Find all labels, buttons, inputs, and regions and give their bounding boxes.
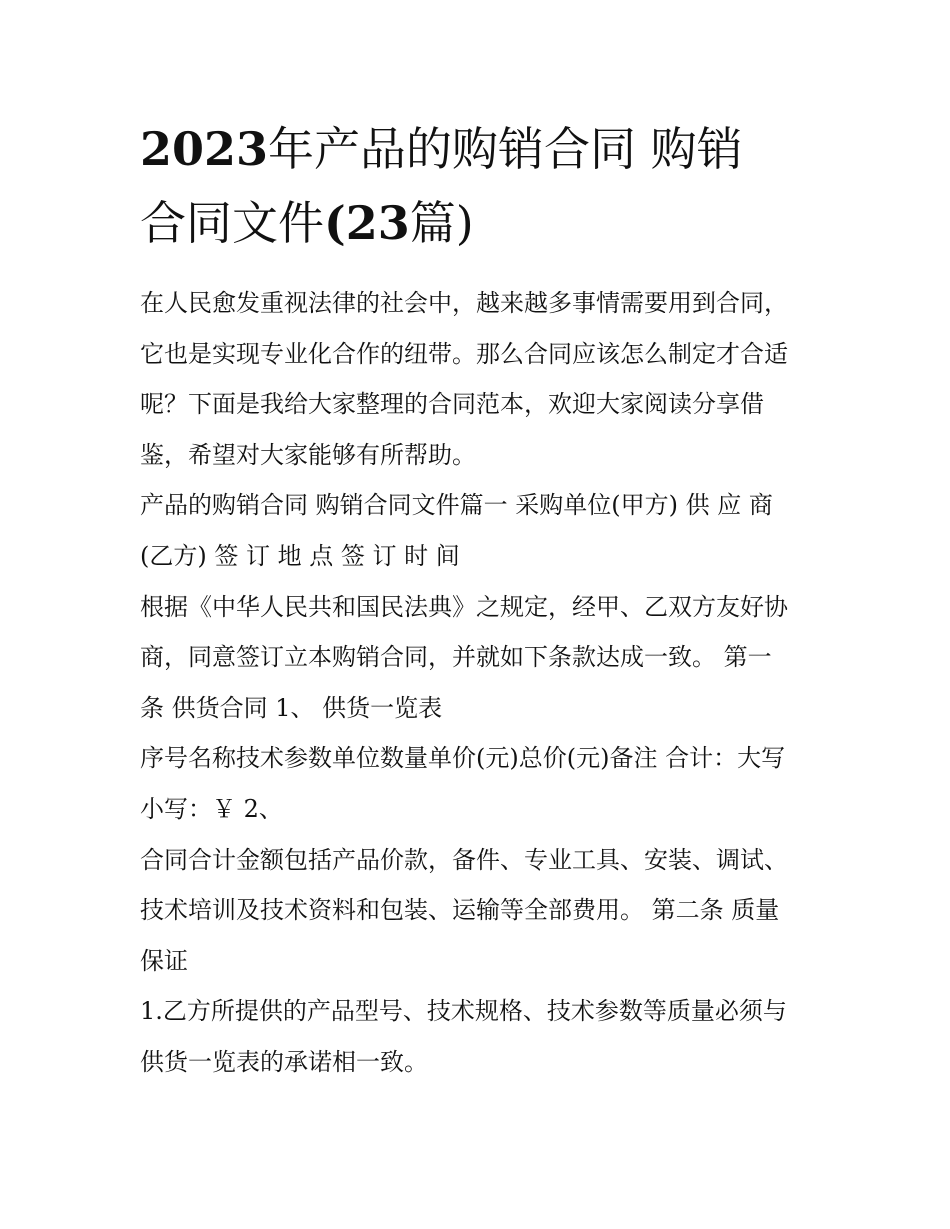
document-body [140, 278, 820, 1088]
body-line: 它也是实现专业化合作的纽带。那么合同应该怎么制定才合适 [140, 339, 788, 368]
title-line-1-text: 年产品的购销合同 购销 [268, 122, 743, 176]
body-line: 序号名称技术参数单位数量单价(元)总价(元)备注 合计：大写 [140, 744, 786, 773]
body-line: 产品的购销合同 购销合同文件篇一 采购单位(甲方) 供 应 商 [140, 491, 773, 520]
body-line: 技术培训及技术资料和包装、运输等全部费用。 第二条 质量 [140, 896, 780, 925]
title-count: (23 [324, 196, 410, 250]
body-line: 根据《中华人民共和国民法典》之规定，经甲、乙双方友好协 [140, 592, 788, 621]
body-line: 条 供货合同 1、 供货一览表 [140, 693, 443, 722]
title-line-2-text-b: 篇) [409, 196, 474, 250]
body-line: 鉴，希望对大家能够有所帮助。 [140, 440, 476, 469]
body-line: 小写：￥ 2、 [140, 794, 283, 823]
body-line: 商，同意签订立本购销合同，并就如下条款达成一致。 第一 [140, 643, 772, 672]
body-line: 1.乙方所提供的产品型号、技术规格、技术参数等质量必须与 [140, 997, 787, 1026]
body-line: 供货一览表的承诺相一致。 [140, 1047, 428, 1076]
title-line-1 [140, 112, 820, 186]
title-line-2 [140, 186, 820, 260]
title-year: 2023 [140, 122, 269, 176]
document-title [140, 112, 820, 260]
body-line: 在人民愈发重视法律的社会中，越来越多事情需要用到合同， [140, 289, 788, 317]
title-line-2-text-a: 合同文件 [140, 196, 324, 250]
body-line: 合同合计金额包括产品价款，备件、专业工具、安装、调试、 [140, 845, 788, 874]
body-line: 保证 [140, 946, 188, 975]
body-line: (乙方) 签 订 地 点 签 订 时 间 [140, 541, 460, 570]
body-line: 呢？下面是我给大家整理的合同范本，欢迎大家阅读分享借 [140, 390, 764, 419]
